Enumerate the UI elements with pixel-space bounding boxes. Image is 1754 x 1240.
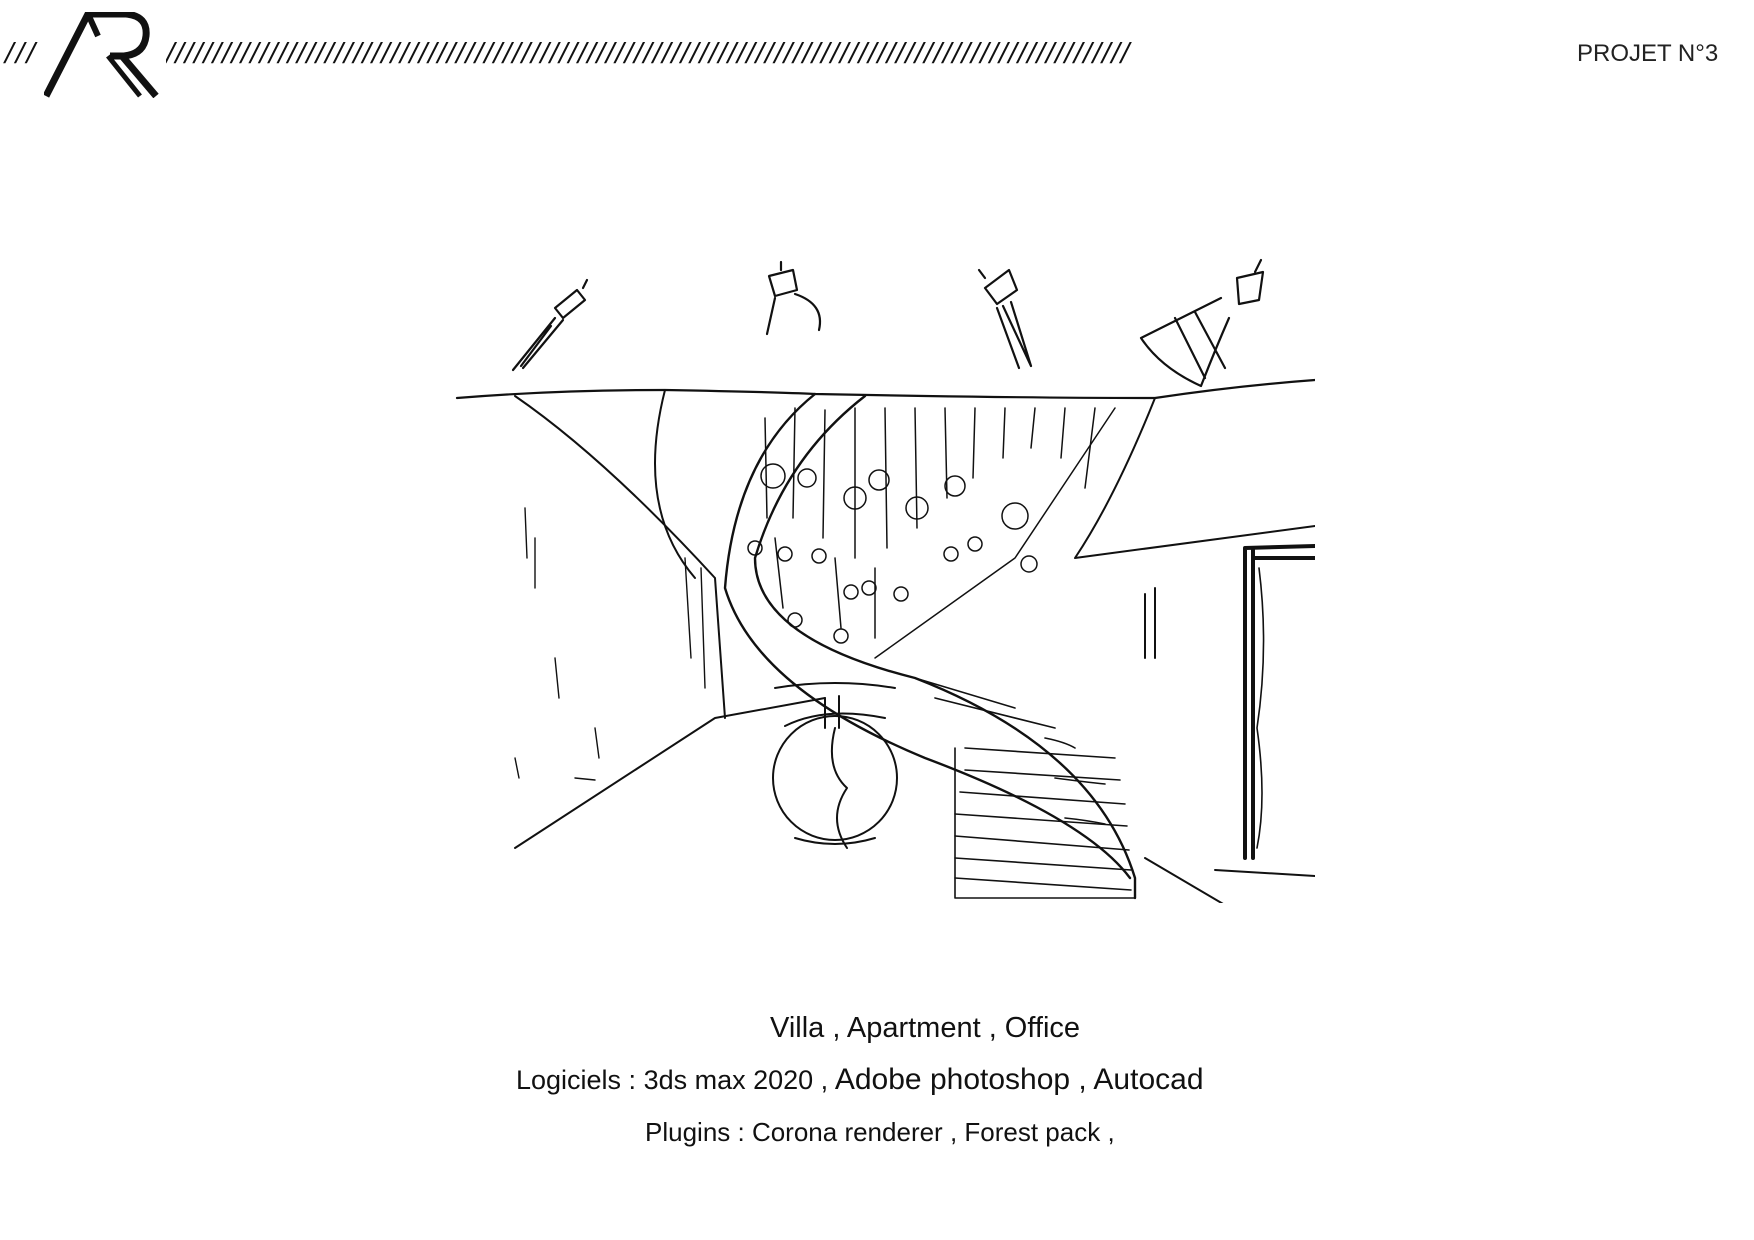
staircase-steps [915, 678, 1135, 898]
spiral-staircase-sketch-illustration [455, 258, 1315, 903]
project-types-caption: Villa , Apartment , Office [770, 1012, 1081, 1044]
project-number-label: PROJET N°3 [1577, 40, 1719, 67]
page-header [0, 0, 1754, 110]
pendant-lights [748, 408, 1115, 658]
software-caption [516, 1063, 1754, 1097]
ceiling-spotlights [513, 260, 1263, 386]
software-rest: Adobe photoshop , Autocad [828, 1063, 1204, 1096]
ar-logo-icon [44, 12, 162, 98]
decorative-slashes-left: /// [5, 38, 38, 68]
sphere-sculpture [773, 683, 897, 848]
software-prefix: Logiciels : 3ds max 2020 , [516, 1065, 829, 1095]
plugins-caption: Plugins : Corona renderer , Forest pack , [645, 1117, 1115, 1147]
decorative-slashes-rule: /////////////////////////////////////////////////////////////////////////////////////////////////////// [166, 38, 1131, 68]
